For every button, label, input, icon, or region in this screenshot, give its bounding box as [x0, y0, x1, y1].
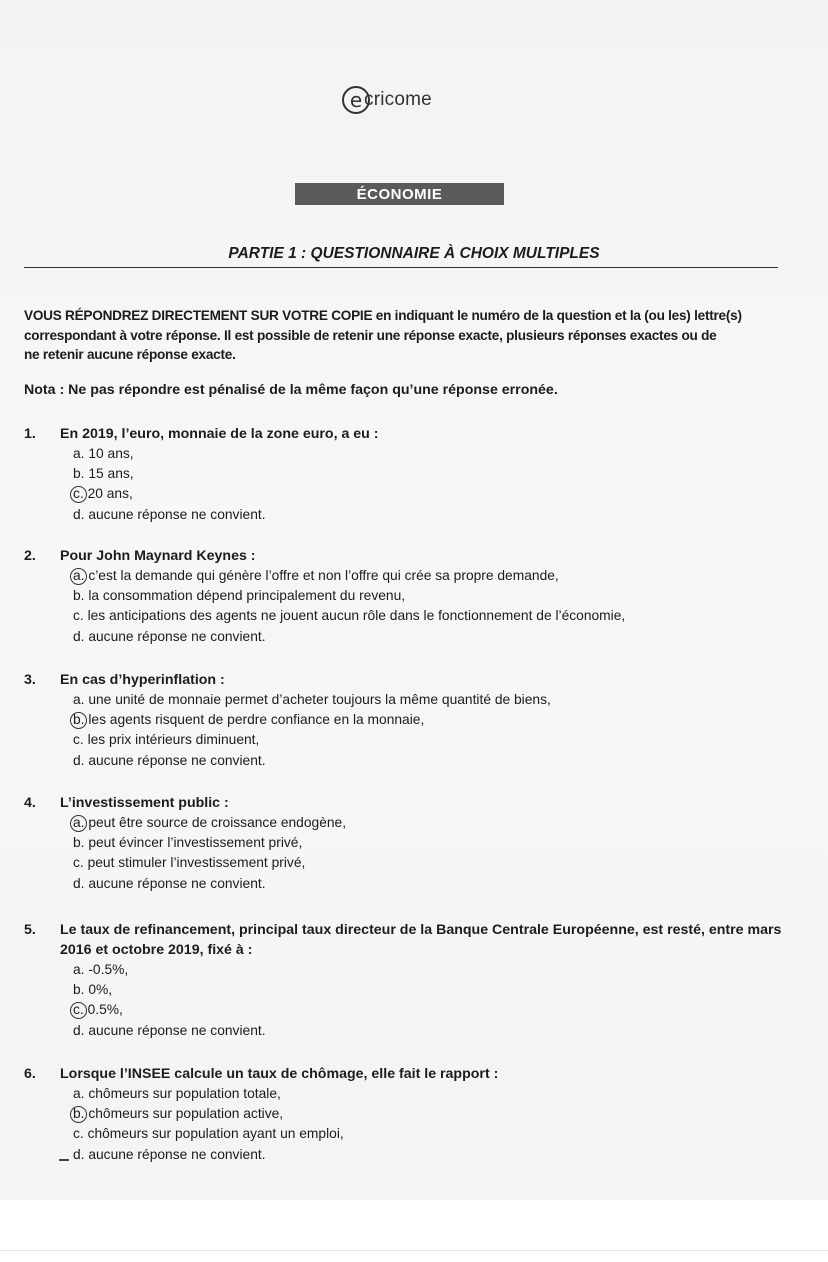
- answer-option: c. les prix intérieurs diminuent,: [73, 732, 260, 748]
- question-1: [24, 424, 794, 525]
- instructions-line: ne retenir aucune réponse exacte.: [24, 347, 236, 362]
- answer-option: b. la consommation dépend principalement du revenu,: [73, 588, 406, 604]
- question-header: [24, 670, 794, 690]
- question-number: 3.: [24, 672, 36, 688]
- question-text: Pour John Maynard Keynes :: [60, 548, 256, 564]
- question-text: L’investissement public :: [60, 795, 229, 811]
- answer-options: [73, 690, 794, 771]
- question-header: [24, 546, 794, 566]
- question-number: 4.: [24, 795, 36, 811]
- answer-options: [73, 566, 794, 647]
- page-bottom-margin: [0, 1200, 828, 1262]
- question-2: [24, 546, 794, 647]
- question-number: 6.: [24, 1066, 36, 1082]
- question-5: [24, 920, 794, 1041]
- question-number: 5.: [24, 922, 36, 938]
- question-3: [24, 670, 794, 771]
- answer-options: [73, 1084, 794, 1165]
- answer-option: a. chômeurs sur population totale,: [73, 1086, 281, 1101]
- ecricome-logo-mark: e: [342, 86, 370, 114]
- question-number: 1.: [24, 426, 36, 442]
- answer-option: a. 10 ans,: [73, 446, 134, 461]
- instructions-line: correspondant à votre réponse. Il est possible de retenir une réponse exacte, plusieurs réponses exactes ou de: [24, 327, 717, 343]
- question-4: [24, 793, 794, 894]
- answer-option: c. chômeurs sur population ayant un emploi,: [73, 1126, 344, 1142]
- part-title: PARTIE 1 : QUESTIONNAIRE À CHOIX MULTIPLES: [228, 245, 600, 262]
- question-header: [24, 1064, 794, 1084]
- answer-option: b. 0%,: [73, 982, 113, 998]
- answer-options: [73, 813, 794, 894]
- answer-options: [73, 960, 794, 1041]
- question-header: [24, 920, 794, 960]
- answer-option: a. -0.5%,: [73, 962, 129, 977]
- answer-option: c. peut stimuler l’investissement privé,: [73, 855, 306, 871]
- question-text: Lorsque l’INSEE calcule un taux de chômage, elle fait le rapport :: [60, 1066, 499, 1082]
- instructions-line: VOUS RÉPONDREZ DIRECTEMENT SUR VOTRE COPIE en indiquant le numéro de la question et la (ou les) lettre(s): [24, 308, 742, 323]
- answer-option-circled: c. 20 ans,: [73, 484, 794, 504]
- answer-option: d. aucune réponse ne convient.: [73, 1022, 266, 1038]
- answer-option: d. aucune réponse ne convient.: [73, 752, 266, 768]
- nota: Nota : Ne pas répondre est pénalisé de la même façon qu’une réponse erronée.: [24, 382, 558, 398]
- answer-option-circled: b. chômeurs sur population active,: [73, 1104, 794, 1124]
- answer-option: d. aucune réponse ne convient.: [73, 506, 266, 522]
- pen-mark: [59, 1159, 69, 1161]
- question-6: [24, 1064, 794, 1165]
- ecricome-logo: [342, 83, 432, 117]
- answer-option-circled: c. 0.5%,: [73, 1000, 794, 1020]
- answer-option: d. aucune réponse ne convient.: [73, 1146, 266, 1162]
- answer-option: c. les anticipations des agents ne jouent aucun rôle dans le fonctionnement de l’économie,: [73, 608, 626, 624]
- section-title: ÉCONOMIE: [295, 183, 504, 205]
- answer-option: a. une unité de monnaie permet d’acheter toujours la même quantité de biens,: [73, 692, 551, 707]
- ecricome-logo-text: cricome: [364, 89, 432, 110]
- answer-option: d. aucune réponse ne convient.: [73, 875, 266, 891]
- instructions: [24, 306, 784, 365]
- answer-option: b. 15 ans,: [73, 466, 134, 482]
- answer-option-circled: a. peut être source de croissance endogène,: [73, 813, 794, 833]
- answer-option: b. peut évincer l’investissement privé,: [73, 835, 303, 851]
- question-text: Le taux de refinancement, principal taux directeur de la Banque Centrale Européenne, est resté, entre mars 2016 et octobre 2019, fixé à :: [60, 922, 782, 958]
- part-title-rule: [24, 267, 778, 268]
- answer-option-circled: b. les agents risquent de perdre confiance en la monnaie,: [73, 710, 794, 730]
- answer-option-circled: a. c’est la demande qui génère l’offre et non l’offre qui crée sa propre demande,: [73, 566, 794, 586]
- answer-options: [73, 444, 794, 525]
- question-header: [24, 424, 794, 444]
- question-number: 2.: [24, 548, 36, 564]
- question-text: En 2019, l’euro, monnaie de la zone euro, a eu :: [60, 426, 379, 442]
- question-header: [24, 793, 794, 813]
- question-text: En cas d’hyperinflation :: [60, 672, 225, 688]
- answer-option: d. aucune réponse ne convient.: [73, 628, 266, 644]
- bottom-divider: [0, 1250, 828, 1251]
